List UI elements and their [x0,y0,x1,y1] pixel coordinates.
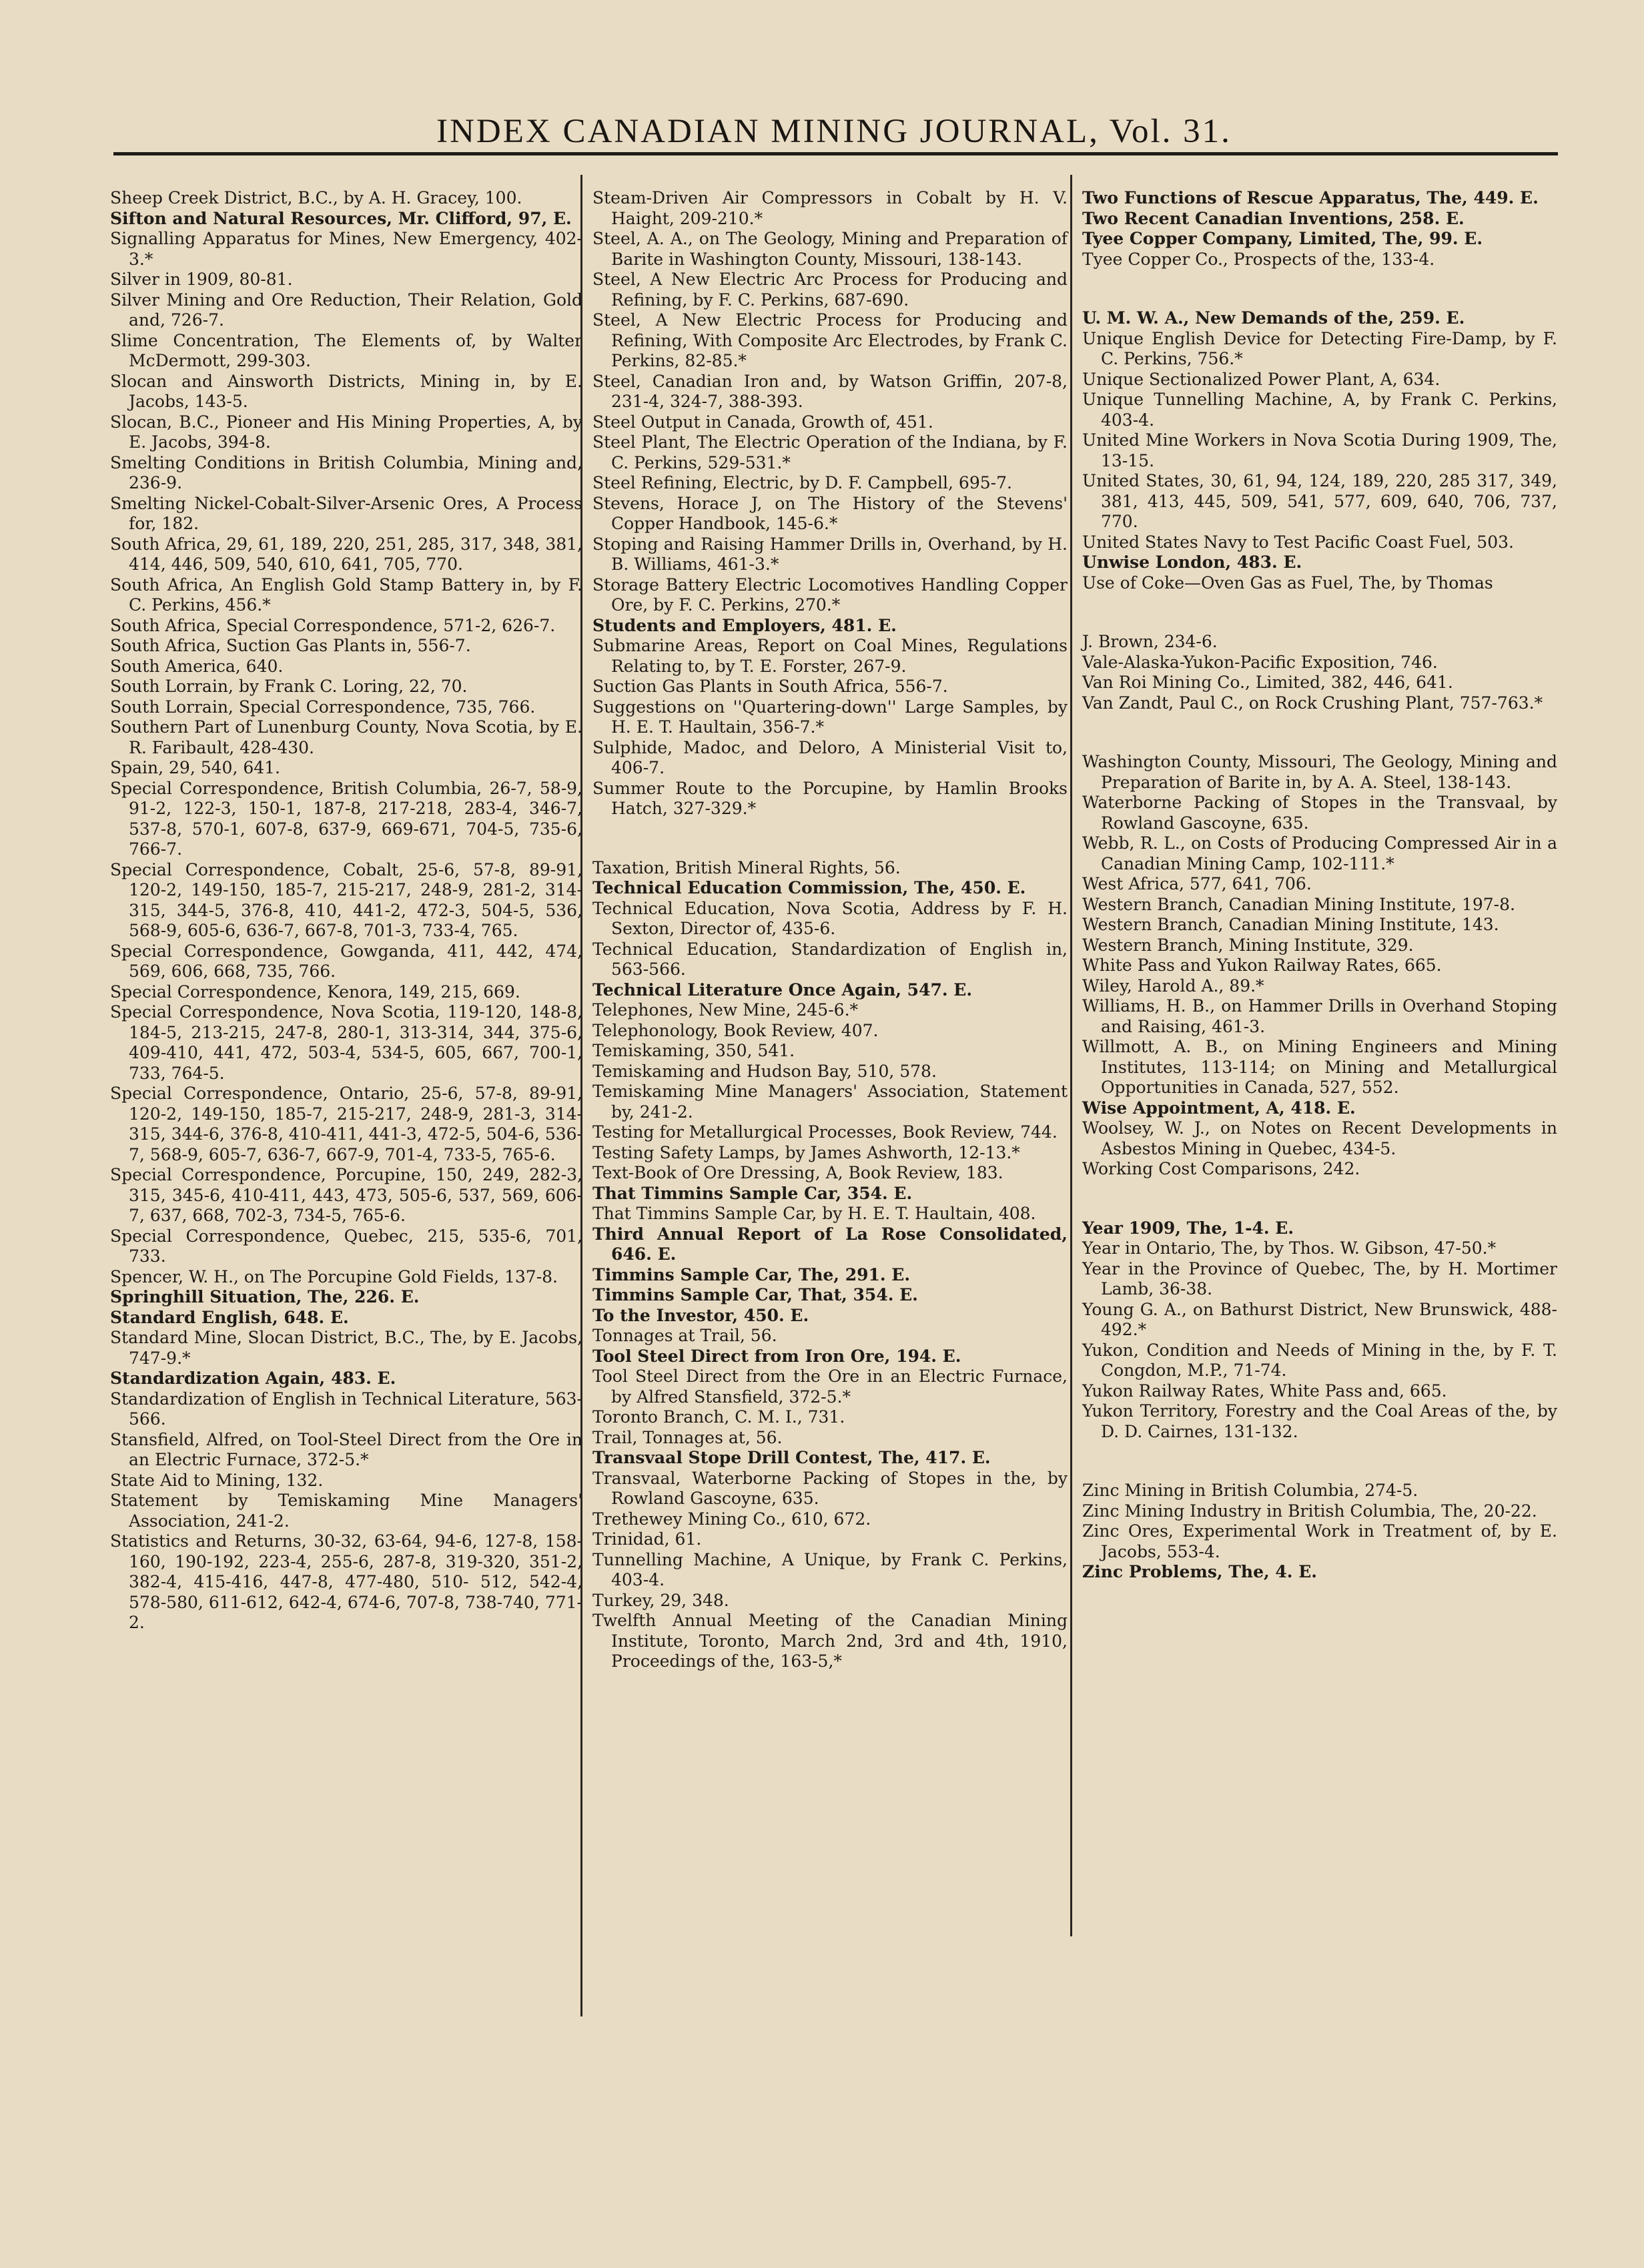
header-rule [113,152,1558,155]
section-gap [1082,1180,1557,1218]
index-entry: Spain, 29, 540, 641. [110,758,281,777]
index-entry: Sheep Creek District, B.C., by A. H. Gracey, 100. [110,188,522,208]
index-entry: Waterborne Packing of Stopes in the Transvaal, by Rowland Gascoyne, 635. [1082,793,1557,833]
index-entry: Year 1909, The, 1-4. E. [1082,1218,1294,1238]
index-entry: Timmins Sample Car, The, 291. E. [592,1264,911,1284]
index-entry: Special Correspondence, British Columbia, 26-7, 58-9, 91-2, 122-3, 150-1, 187-8, 217-218, 283-4, 346-7, 537-8, 570-1, 607-8, 637-9, 669-671, 704-5, 735-6, 766-7. [110,778,582,859]
index-entry: U. M. W. A., New Demands of the, 259. E. [1082,308,1465,328]
index-entry: Temiskaming Mine Managers' Association, Statement by, 241-2. [592,1082,1068,1122]
index-entry: Special Correspondence, Ontario, 25-6, 57-8, 89-91, 120-2, 149-150, 185-7, 215-217, 248-9, 281-3, 314-315, 344-6, 376-8, 410-411, 441-3, 472-5, 504-6, 536-7, 568-9, 605-7, 636-7, 667-9, 701-4, 733-5, 765-6. [110,1084,582,1164]
column-divider-1 [580,175,582,2016]
index-entry: Unique English Device for Detecting Fire-Damp, by F. C. Perkins, 756.* [1082,328,1557,368]
index-entry: Testing Safety Lamps, by James Ashworth, 12-13.* [592,1142,1020,1162]
index-entry: Southern Part of Lunenburg County, Nova Scotia, by E. R. Faribault, 428-430. [110,717,582,757]
index-entry: Working Cost Comparisons, 242. [1082,1159,1360,1178]
index-entry: Willmott, A. B., on Mining Engineers and Mining Institutes, 113-114; on Mining and Metallurgical Opportunities in Canada, 527, 552. [1082,1037,1557,1097]
index-entry: Vale-Alaska-Yukon-Pacific Exposition, 746. [1082,652,1438,672]
index-entry: Woolsey, W. J., on Notes on Recent Developments in Asbestos Mining in Quebec, 434-5. [1082,1118,1557,1158]
index-entry: Year in the Province of Quebec, The, by H. Mortimer Lamb, 36-38. [1082,1258,1557,1298]
index-entry: Storage Battery Electric Locomotives Handling Copper Ore, by F. C. Perkins, 270.* [592,575,1068,615]
index-entry: Yukon, Condition and Needs of Mining in the, by F. T. Congdon, M.P., 71-74. [1082,1340,1557,1380]
index-entry: To the Investor, 450. E. [592,1305,809,1325]
index-entry: Silver Mining and Ore Reduction, Their Relation, Gold and, 726-7. [110,290,582,330]
index-entry: Toronto Branch, C. M. I., 731. [592,1407,845,1427]
index-entry: Zinc Mining in British Columbia, 274-5. [1082,1481,1418,1500]
index-column-1 [110,188,582,1633]
index-entry: Western Branch, Canadian Mining Institute, 143. [1082,915,1499,934]
index-entry: Steel Output in Canada, Growth of, 451. [592,412,933,432]
index-entry: Unique Sectionalized Power Plant, A, 634. [1082,369,1441,389]
index-entry: Steel Refining, Electric, by D. F. Campbell, 695-7. [592,473,1012,492]
index-entry: That Timmins Sample Car, 354. E. [592,1183,913,1203]
index-entry: Stansfield, Alfred, on Tool-Steel Direct from the Ore in an Electric Furnace, 372-5.* [110,1429,582,1469]
index-entry: Trethewey Mining Co., 610, 672. [592,1509,871,1529]
index-entry: Young G. A., on Bathurst District, New Brunswick, 488-492.* [1082,1299,1557,1339]
index-entry: Transvaal, Waterborne Packing of Stopes in the, by Rowland Gascoyne, 635. [592,1468,1068,1508]
index-entry: Tyee Copper Company, Limited, The, 99. E. [1082,229,1483,248]
index-entry: Submarine Areas, Report on Coal Mines, Regulations Relating to, by T. E. Forster, 267-9. [592,636,1068,676]
index-entry: Special Correspondence, Porcupine, 150, 249, 282-3, 315, 345-6, 410-411, 443, 473, 505-6, 537, 569, 606-7, 637, 668, 702-3, 734-5, 765-6. [110,1165,582,1225]
index-entry: South Africa, Special Correspondence, 571-2, 626-7. [110,615,556,635]
index-entry: Western Branch, Canadian Mining Institute, 197-8. [1082,894,1515,914]
index-entry: Steel, A New Electric Process for Producing and Refining, With Composite Arc Electrodes, by Frank C. Perkins, 82-85.* [592,310,1068,370]
index-entry: Trail, Tonnages at, 56. [592,1427,783,1447]
index-entry: Special Correspondence, Kenora, 149, 215, 669. [110,982,520,1002]
index-entry: State Aid to Mining, 132. [110,1470,324,1490]
index-entry: Slocan, B.C., Pioneer and His Mining Properties, A, by E. Jacobs, 394-8. [110,412,582,452]
index-entry: Smelting Nickel-Cobalt-Silver-Arsenic Ores, A Process for, 182. [110,493,582,533]
section-gap [1082,270,1557,308]
index-entry: Silver in 1909, 80-81. [110,270,293,289]
index-entry: Students and Employers, 481. E. [592,615,897,635]
index-entry: South Lorrain, by Frank C. Loring, 22, 70. [110,677,468,696]
index-entry: Year in Ontario, The, by Thos. W. Gibson, 47-50.* [1082,1238,1497,1258]
index-entry: Zinc Mining Industry in British Columbia, The, 20-22. [1082,1501,1537,1521]
index-entry: Steel, A. A., on The Geology, Mining and Preparation of Barite in Washington County, Missouri, 138-143. [592,229,1068,269]
index-entry: Wise Appointment, A, 418. E. [1082,1098,1356,1118]
index-entry: Tyee Copper Co., Prospects of the, 133-4. [1082,249,1435,269]
index-entry: Steam-Driven Air Compressors in Cobalt by H. V. Haight, 209-210.* [592,188,1068,228]
index-entry: Wiley, Harold A., 89.* [1082,976,1264,996]
index-entry: Williams, H. B., on Hammer Drills in Overhand Stoping and Raising, 461-3. [1082,996,1557,1036]
index-entry: Tool Steel Direct from Iron Ore, 194. E. [592,1346,961,1366]
index-entry: Van Zandt, Paul C., on Rock Crushing Plant, 757-763.* [1082,693,1543,713]
index-entry: Technical Literature Once Again, 547. E. [592,980,973,1000]
index-entry: Washington County, Missouri, The Geology, Mining and Preparation of Barite in, by A. A. Steel, 138-143. [1082,752,1557,792]
index-entry: Two Recent Canadian Inventions, 258. E. [1082,208,1465,228]
index-entry: Transvaal Stope Drill Contest, The, 417. E. [592,1448,991,1467]
index-entry: Summer Route to the Porcupine, by Hamlin Brooks Hatch, 327-329.* [592,778,1068,818]
index-entry: Signalling Apparatus for Mines, New Emergency, 402-3.* [110,229,582,269]
page-header: INDEX CANADIAN MINING JOURNAL, Vol. 31. [436,113,1232,150]
index-entry: South Africa, An English Gold Stamp Battery in, by F. C. Perkins, 456.* [110,575,582,615]
index-entry: Slocan and Ainsworth Districts, Mining in, by E. Jacobs, 143-5. [110,371,582,411]
index-entry: West Africa, 577, 641, 706. [1082,874,1312,893]
index-entry: Standard Mine, Slocan District, B.C., The, by E. Jacobs, 747-9.* [110,1328,582,1368]
index-entry: Text-Book of Ore Dressing, A, Book Review, 183. [592,1163,1003,1182]
index-entry: Steel, Canadian Iron and, by Watson Griffin, 207-8, 231-4, 324-7, 388-393. [592,371,1068,411]
index-entry: Temiskaming, 350, 541. [592,1041,795,1060]
index-entry: Turkey, 29, 348. [592,1590,729,1610]
index-column-2 [592,188,1068,1672]
index-entry: Statistics and Returns, 30-32, 63-64, 94-6, 127-8, 158-160, 190-192, 223-4, 255-6, 287-8, 319-320, 351-2, 382-4, 415-416, 447-8, 477-480, 510- 512, 542-4, 578-580, 611-612, 642-4, 674-6, 707-8, 738-740, 771-2. [110,1531,582,1632]
index-entry: Statement by Temiskaming Mine Managers' Association, 241-2. [110,1491,582,1531]
index-entry: Third Annual Report of La Rose Consolidated, 646. E. [592,1224,1068,1264]
index-entry: Yukon Territory, Forestry and the Coal Areas of the, by D. D. Cairnes, 131-132. [1082,1401,1557,1441]
index-entry: Unique Tunnelling Machine, A, by Frank C. Perkins, 403-4. [1082,390,1557,430]
index-entry: Tool Steel Direct from the Ore in an Electric Furnace, by Alfred Stansfield, 372-5.* [592,1367,1068,1407]
index-entry: Testing for Metallurgical Processes, Book Review, 744. [592,1122,1058,1142]
index-entry: J. Brown, 234-6. [1082,632,1218,651]
section-gap [1082,713,1557,752]
index-entry: Tonnages at Trail, 56. [592,1326,777,1345]
index-entry: White Pass and Yukon Railway Rates, 665. [1082,956,1442,975]
index-entry: United States Navy to Test Pacific Coast Fuel, 503. [1082,532,1514,552]
index-entry: Tunnelling Machine, A Unique, by Frank C. Perkins, 403-4. [592,1549,1068,1589]
index-entry: Suction Gas Plants in South Africa, 556-7. [592,677,948,696]
index-entry: Zinc Ores, Experimental Work in Treatment of, by E. Jacobs, 553-4. [1082,1521,1557,1561]
index-entry: Suggestions on ''Quartering-down'' Large Samples, by H. E. T. Haultain, 356-7.* [592,697,1068,737]
index-entry: South America, 640. [110,656,284,676]
index-entry: Stoping and Raising Hammer Drills in, Overhand, by H. B. Williams, 461-3.* [592,534,1068,574]
index-entry: Unwise London, 483. E. [1082,552,1302,572]
index-entry: Special Correspondence, Nova Scotia, 119-120, 148-8, 184-5, 213-215, 247-8, 280-1, 313-314, 344, 375-6, 409-410, 441, 472, 503-4, 534-5, 605, 667, 700-1, 733, 764-5. [110,1002,582,1083]
index-entry: Use of Coke—Oven Gas as Fuel, The, by Thomas [1082,573,1493,593]
index-entry: Sifton and Natural Resources, Mr. Clifford, 97, E. [110,208,572,228]
index-entry: Special Correspondence, Cobalt, 25-6, 57-8, 89-91, 120-2, 149-150, 185-7, 215-217, 248-9, 281-2, 314-315, 344-5, 376-8, 410, 441-2, 472-3, 504-5, 536, 568-9, 605-6, 636-7, 667-8, 701-3, 733-4, 765. [110,859,582,940]
index-entry: Standard English, 648. E. [110,1307,349,1327]
index-entry: Twelfth Annual Meeting of the Canadian Mining Institute, Toronto, March 2nd, 3rd and 4th, 1910, Proceedings of the, 163-5,* [592,1611,1068,1671]
index-entry: Springhill Situation, The, 226. E. [110,1287,420,1306]
index-entry: United Mine Workers in Nova Scotia During 1909, The, 13-15. [1082,430,1557,470]
index-entry: Standardization of English in Technical Literature, 563-566. [110,1389,582,1429]
index-entry: Steel Plant, The Electric Operation of the Indiana, by F. C. Perkins, 529-531.* [592,432,1068,472]
index-entry: Taxation, British Mineral Rights, 56. [592,857,901,877]
index-entry: Temiskaming and Hudson Bay, 510, 578. [592,1061,937,1081]
index-entry: Western Branch, Mining Institute, 329. [1082,935,1414,955]
index-entry: Technical Education, Standardization of English in, 563-566. [592,939,1068,979]
index-entry: Webb, R. L., on Costs of Producing Compressed Air in a Canadian Mining Camp, 102-111.* [1082,833,1557,873]
index-entry: Van Roi Mining Co., Limited, 382, 446, 641. [1082,673,1453,692]
section-gap [592,819,1068,858]
index-entry: Special Correspondence, Gowganda, 411, 442, 474, 569, 606, 668, 735, 766. [110,941,582,981]
index-entry: Special Correspondence, Quebec, 215, 535-6, 701, 733. [110,1226,582,1266]
index-entry: Steel, A New Electric Arc Process for Producing and Refining, by F. C. Perkins, 687-690. [592,270,1068,310]
index-entry: Slime Concentration, The Elements of, by Walter McDermott, 299-303. [110,330,582,370]
index-entry: Timmins Sample Car, That, 354. E. [592,1285,918,1304]
index-entry: That Timmins Sample Car, by H. E. T. Haultain, 408. [592,1204,1036,1223]
index-entry: Zinc Problems, The, 4. E. [1082,1562,1317,1581]
index-column-3 [1082,188,1557,1583]
index-entry: Technical Education Commission, The, 450. E. [592,878,1026,897]
index-entry: Smelting Conditions in British Columbia, Mining and, 236-9. [110,452,582,492]
index-entry: United States, 30, 61, 94, 124, 189, 220, 285 317, 349, 381, 413, 445, 509, 541, 577, 609, 640, 706, 737, 770. [1082,471,1557,531]
index-entry: Telephones, New Mine, 245-6.* [592,1000,859,1020]
index-entry: South Africa, Suction Gas Plants in, 556-7. [110,636,471,655]
index-entry: Technical Education, Nova Scotia, Address by F. H. Sexton, Director of, 435-6. [592,898,1068,938]
index-entry: Sulphide, Madoc, and Deloro, A Ministerial Visit to, 406-7. [592,737,1068,777]
section-gap [1082,593,1557,632]
index-entry: Standardization Again, 483. E. [110,1369,396,1388]
index-entry: Two Functions of Rescue Apparatus, The, 449. E. [1082,188,1539,208]
column-divider-2 [1070,175,1072,1936]
index-entry: Stevens, Horace J, on The History of the Stevens' Copper Handbook, 145-6.* [592,493,1068,533]
index-entry: Yukon Railway Rates, White Pass and, 665. [1082,1381,1447,1401]
index-entry: South Africa, 29, 61, 189, 220, 251, 285, 317, 348, 381, 414, 446, 509, 540, 610, 641, 705, 770. [110,534,582,574]
section-gap [1082,1442,1557,1481]
index-entry: South Lorrain, Special Correspondence, 735, 766. [110,697,536,717]
index-entry: Trinidad, 61. [592,1529,702,1549]
index-entry: Telephonology, Book Review, 407. [592,1020,879,1040]
index-entry: Spencer, W. H., on The Porcupine Gold Fields, 137-8. [110,1266,558,1286]
